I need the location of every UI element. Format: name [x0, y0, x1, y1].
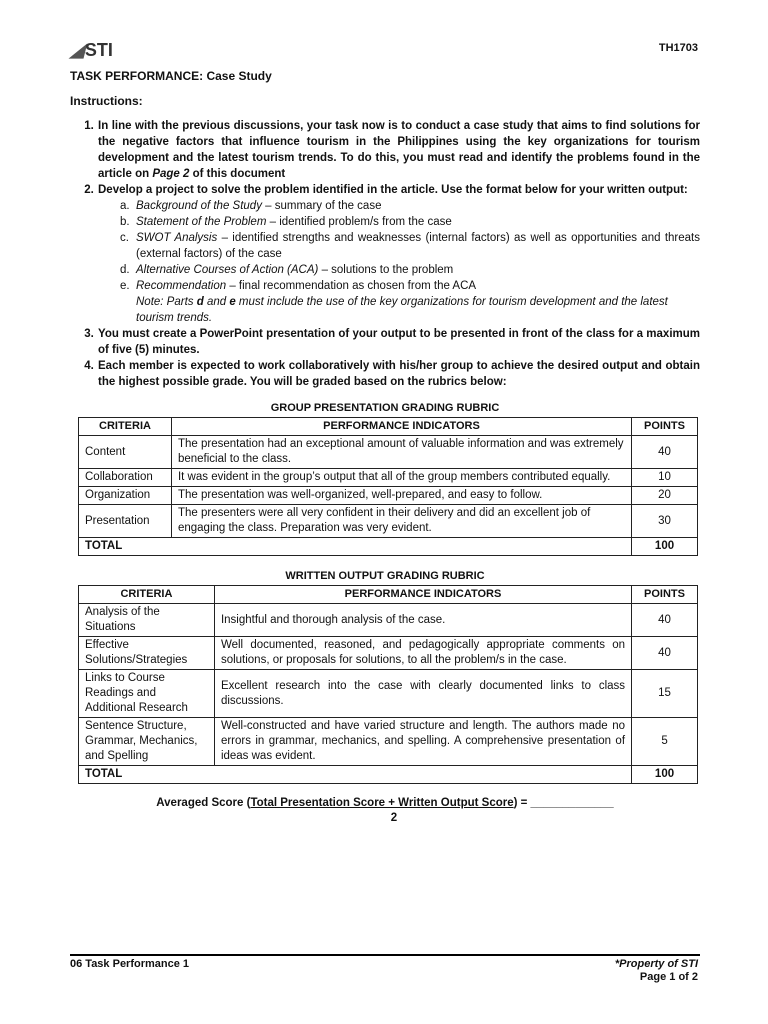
note-part-d: d: [196, 296, 204, 308]
indicator-cell: Well-constructed and have varied structure and length. The authors made no errors in grammar, mechanics, and spelling. A comprehensive presentation of ideas was evident.: [214, 718, 631, 766]
points-cell: 40: [632, 637, 698, 670]
criteria-cell: Sentence Structure, Grammar, Mechanics, and Spelling: [79, 718, 215, 766]
total-label: TOTAL: [79, 766, 632, 784]
logo-swoosh-icon: ◢: [70, 40, 84, 60]
table-row: [79, 604, 698, 637]
column-header: PERFORMANCE INDICATORS: [171, 418, 631, 436]
indicator-cell: The presenters were all very confident in their delivery and did an excellent job of engaging the class. Preparation was very evident.: [171, 505, 631, 538]
column-header: CRITERIA: [79, 586, 215, 604]
format-item: [120, 230, 700, 262]
format-item-desc: – identified problem/s from the case: [266, 216, 452, 228]
column-header: POINTS: [632, 586, 698, 604]
criteria-cell: Analysis of the Situations: [79, 604, 215, 637]
written-rubric-table: [78, 585, 698, 784]
instruction-1-text-before: In line with the previous discussions, your task now is to conduct a case study that aims to find solutions for the negative factors that influence tourism in the Philippines using the key organizations for tourism development and the latest tourism trends. To do this, you must read and identify the problems found in the article on: [98, 120, 700, 180]
column-header: CRITERIA: [79, 418, 172, 436]
note-mid: and: [203, 296, 230, 308]
column-header: POINTS: [632, 418, 698, 436]
criteria-cell: Content: [79, 436, 172, 469]
instruction-2-text: Develop a project to solve the problem identified in the article. Use the format below for your written output:: [98, 184, 688, 196]
note-suffix: must include the use of the key organizations for tourism development and the latest tourism trends.: [136, 296, 668, 324]
format-item-desc: – solutions to the problem: [318, 264, 454, 276]
total-points: 100: [632, 538, 698, 556]
instruction-item: [97, 118, 700, 182]
table-header-row: [79, 586, 698, 604]
sti-logo: [70, 40, 113, 61]
footer-divider: [70, 954, 700, 956]
column-header: PERFORMANCE INDICATORS: [214, 586, 631, 604]
table-row: [79, 469, 698, 487]
format-item-term: Statement of the Problem: [136, 216, 267, 228]
table-row: [79, 670, 698, 718]
format-item: [120, 198, 700, 214]
footer-page-number: Page 1 of 2: [639, 971, 698, 983]
written-rubric-title: WRITTEN OUTPUT GRADING RUBRIC: [285, 570, 485, 582]
format-item: [120, 278, 700, 294]
total-label: TOTAL: [79, 538, 632, 556]
format-item-label: c.: [120, 232, 129, 244]
format-item-desc: – identified strengths and weaknesses (internal factors) as well as opportunities and threats (external factors) of the case: [136, 232, 700, 260]
criteria-cell: Links to Course Readings and Additional Research: [79, 670, 215, 718]
table-row: [79, 637, 698, 670]
points-cell: 40: [632, 604, 698, 637]
indicator-cell: The presentation was well-organized, well-prepared, and easy to follow.: [171, 487, 631, 505]
note-prefix: Note: Parts: [136, 296, 197, 308]
page-title: TASK PERFORMANCE: Case Study: [70, 69, 272, 83]
table-header-row: [79, 418, 698, 436]
format-item: [120, 262, 700, 278]
format-list: [70, 198, 700, 294]
total-points: 100: [632, 766, 698, 784]
format-item-label: d.: [120, 264, 130, 276]
criteria-cell: Organization: [79, 487, 172, 505]
footer-property: *Property of STI: [614, 958, 698, 970]
format-item-desc: – summary of the case: [261, 200, 382, 212]
format-note: [120, 294, 700, 326]
table-row: [79, 718, 698, 766]
footer-right: [615, 958, 698, 984]
format-item-term: Background of the Study: [136, 200, 262, 212]
averaged-label: Averaged Score (: [156, 797, 251, 809]
format-item-label: a.: [120, 200, 130, 212]
format-item-label: b.: [120, 216, 130, 228]
footer-doc-name: 06 Task Performance 1: [70, 958, 190, 970]
table-row: [79, 505, 698, 538]
table-row: [79, 487, 698, 505]
instruction-item: [97, 326, 700, 358]
instruction-3-text: You must create a PowerPoint presentation of your output to be presented in front of the class for a maximum of five (5) minutes.: [98, 328, 700, 356]
total-row: [79, 766, 698, 784]
instructions-list: [70, 118, 700, 198]
format-item-term: Recommendation: [136, 280, 227, 292]
logo-text: STI: [84, 40, 113, 60]
format-item-desc: – final recommendation as chosen from the ACA: [226, 280, 477, 292]
points-cell: 30: [632, 505, 698, 538]
points-cell: 10: [632, 469, 698, 487]
group-rubric-title: GROUP PRESENTATION GRADING RUBRIC: [270, 402, 500, 414]
instruction-4-text: Each member is expected to work collaboratively with his/her group to achieve the desired output and obtain the highest possible grade. You will be graded based on the rubrics below:: [98, 360, 700, 388]
format-item-term: SWOT Analysis: [136, 232, 218, 244]
averaged-blank: ) = _____________: [513, 797, 614, 809]
format-item-label: e.: [120, 280, 130, 292]
document-code: TH1703: [658, 42, 698, 54]
points-cell: 15: [632, 670, 698, 718]
indicator-cell: Insightful and thorough analysis of the case.: [214, 604, 631, 637]
format-item-term: Alternative Courses of Action (ACA): [136, 264, 319, 276]
table-row: [79, 436, 698, 469]
criteria-cell: Presentation: [79, 505, 172, 538]
points-cell: 40: [632, 436, 698, 469]
indicator-cell: Well documented, reasoned, and pedagogically appropriate comments on solutions, or proposals for solutions, to all the problem/s in the case.: [214, 637, 631, 670]
instruction-1-emphasis: Page 2: [152, 168, 190, 180]
indicator-cell: The presentation had an exceptional amount of valuable information and was extremely beneficial to the class.: [171, 436, 631, 469]
format-item: [120, 214, 700, 230]
points-cell: 20: [632, 487, 698, 505]
instruction-item: [97, 358, 700, 390]
averaged-score-formula: [70, 796, 700, 826]
averaged-formula: Total Presentation Score + Written Output Score: [250, 797, 514, 809]
averaged-denominator: 2: [390, 812, 398, 824]
total-row: [79, 538, 698, 556]
points-cell: 5: [632, 718, 698, 766]
criteria-cell: Effective Solutions/Strategies: [79, 637, 215, 670]
criteria-cell: Collaboration: [79, 469, 172, 487]
group-rubric-table: [78, 417, 698, 556]
instruction-1-text-after: of this document: [189, 168, 286, 180]
indicator-cell: Excellent research into the case with clearly documented links to class discussions.: [214, 670, 631, 718]
instructions-heading: Instructions:: [70, 94, 143, 108]
instructions-list-continued: [70, 326, 700, 390]
indicator-cell: It was evident in the group’s output that all of the group members contributed equally.: [171, 469, 631, 487]
document-body: [70, 68, 700, 826]
note-part-e: e: [229, 296, 236, 308]
instruction-item: [97, 182, 700, 198]
